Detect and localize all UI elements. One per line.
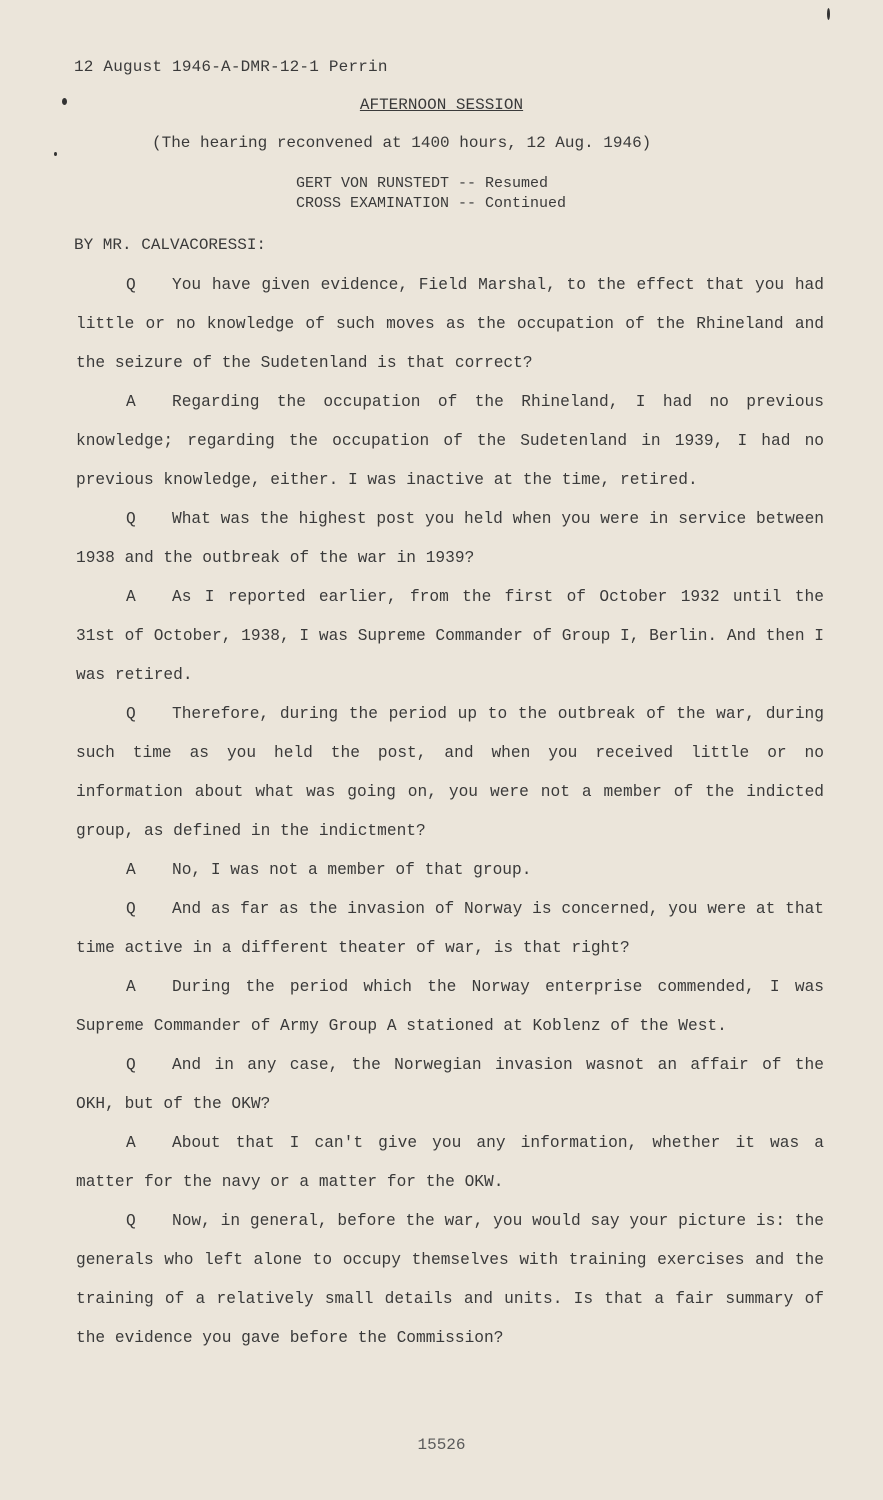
exchange-paragraph bbox=[76, 1124, 824, 1202]
speaker-label: Q bbox=[126, 705, 136, 723]
witness-name-line: GERT VON RUNSTEDT -- Resumed bbox=[296, 175, 549, 192]
transcript-body bbox=[76, 266, 824, 1358]
examiner-label: BY MR. CALVACORESSI: bbox=[74, 236, 267, 254]
speaker-label: A bbox=[126, 1134, 136, 1152]
exchange-text: Regarding the occupation of the Rhineland, I had no previous knowledge; regarding the occupation of the Sudetenland in 1939, I had no previous knowledge, either. I was inactive at the time, retired. bbox=[76, 393, 824, 489]
exchange-paragraph bbox=[76, 383, 824, 500]
exchange-paragraph bbox=[76, 578, 824, 695]
speaker-label: Q bbox=[126, 1212, 136, 1230]
speaker-label: A bbox=[126, 978, 136, 996]
speaker-label: Q bbox=[126, 1056, 136, 1074]
exchange-paragraph bbox=[76, 695, 824, 851]
exchange-paragraph bbox=[76, 890, 824, 968]
speaker-label: A bbox=[126, 861, 136, 879]
examination-type-line: CROSS EXAMINATION -- Continued bbox=[296, 195, 567, 212]
exchange-paragraph bbox=[76, 500, 824, 578]
session-title: AFTERNOON SESSION bbox=[359, 96, 524, 114]
exchange-text: About that I can't give you any information, whether it was a matter for the navy or a matter for the OKW. bbox=[76, 1134, 824, 1191]
ink-speck bbox=[54, 152, 57, 156]
exchange-paragraph bbox=[76, 851, 824, 890]
page-number: 15526 bbox=[417, 1436, 466, 1454]
exchange-paragraph bbox=[76, 266, 824, 383]
speaker-label: Q bbox=[126, 900, 136, 918]
ink-speck bbox=[62, 98, 67, 105]
exchange-text: And in any case, the Norwegian invasion wasnot an affair of the OKH, but of the OKW? bbox=[76, 1056, 824, 1113]
speaker-label: Q bbox=[126, 276, 136, 294]
exchange-paragraph bbox=[76, 968, 824, 1046]
speaker-label: A bbox=[126, 393, 136, 411]
exchange-paragraph bbox=[76, 1046, 824, 1124]
exchange-text: Therefore, during the period up to the outbreak of the war, during such time as you held the post, and when you received little or no information about what was going on, you were not a member of the indicted group, as defined in the indictment? bbox=[76, 705, 824, 840]
exchange-text: During the period which the Norway enterprise commended, I was Supreme Commander of Army Group A stationed at Koblenz of the West. bbox=[76, 978, 824, 1035]
speaker-label: A bbox=[126, 588, 136, 606]
reconvene-note: (The hearing reconvened at 1400 hours, 12 Aug. 1946) bbox=[152, 134, 652, 152]
exchange-paragraph bbox=[76, 1202, 824, 1358]
exchange-text: No, I was not a member of that group. bbox=[172, 861, 532, 879]
exchange-text: As I reported earlier, from the first of October 1932 until the 31st of October, 1938, I was Supreme Commander of Group I, Berlin. And then I was retired. bbox=[76, 588, 824, 684]
exchange-text: Now, in general, before the war, you would say your picture is: the generals who left alone to occupy themselves with training exercises and the training of a relatively small details and units. Is that a fair summary of the evidence you gave before the Commission? bbox=[76, 1212, 824, 1347]
witness-block bbox=[296, 174, 566, 214]
ink-speck bbox=[827, 8, 830, 20]
exchange-text: What was the highest post you held when you were in service between 1938 and the outbreak of the war in 1939? bbox=[76, 510, 824, 567]
exchange-text: You have given evidence, Field Marshal, to the effect that you had little or no knowledge of such moves as the occupation of the Rhineland and the seizure of the Sudetenland is that correct? bbox=[76, 276, 824, 372]
document-reference: 12 August 1946-A-DMR-12-1 Perrin bbox=[74, 58, 388, 76]
exchange-text: And as far as the invasion of Norway is concerned, you were at that time active in a different theater of war, is that right? bbox=[76, 900, 824, 957]
speaker-label: Q bbox=[126, 510, 136, 528]
